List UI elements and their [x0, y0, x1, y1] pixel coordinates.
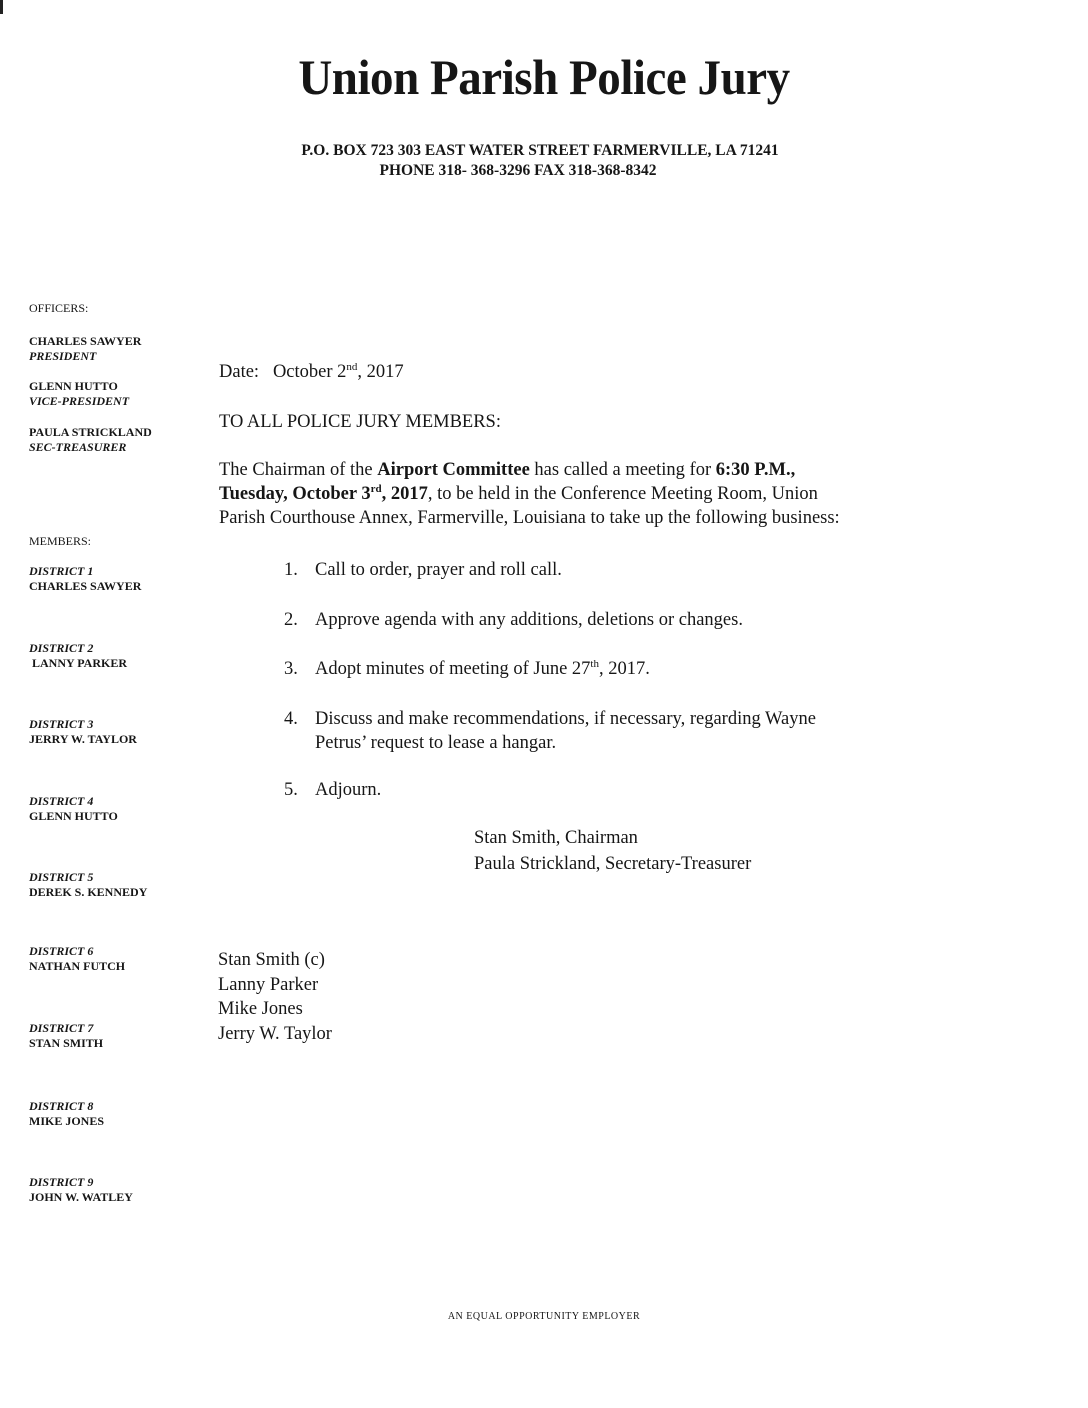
signature-secretary: Paula Strickland, Secretary-Treasurer — [474, 853, 752, 874]
member-name: CHARLES SAWYER — [29, 579, 142, 593]
member-name: MIKE JONES — [29, 1114, 105, 1128]
member-entry — [29, 870, 147, 900]
agenda-number: 5. — [284, 780, 298, 800]
officer-entry — [29, 425, 152, 455]
committee-member: Jerry W. Taylor — [218, 1023, 332, 1044]
committee-member: Lanny Parker — [218, 974, 319, 995]
member-district: DISTRICT 4 — [29, 794, 94, 808]
officer-entry — [29, 334, 141, 364]
officer-role: SEC-TREASURER — [29, 440, 127, 454]
meeting-day-text: Tuesday, October 3 — [219, 484, 371, 505]
member-entry — [29, 944, 125, 974]
meeting-day — [219, 484, 428, 504]
date-value: October 2 — [272, 362, 347, 383]
paragraph-line — [219, 482, 959, 506]
member-entry — [29, 1175, 133, 1205]
letterhead-title: Union Parish Police Jury — [298, 49, 790, 105]
member-district: DISTRICT 9 — [29, 1175, 94, 1189]
member-entry — [29, 641, 127, 671]
member-district: DISTRICT 7 — [29, 1021, 94, 1035]
date-label: Date: — [219, 362, 260, 383]
agenda-text: Discuss and make recommendations, if necessary, regarding Wayne — [315, 709, 816, 729]
agenda-text: Adjourn. — [315, 780, 382, 800]
officer-role: PRESIDENT — [29, 349, 97, 363]
date-ordinal: nd — [346, 361, 358, 373]
agenda-number: 4. — [284, 709, 298, 729]
meeting-paragraph — [219, 458, 959, 530]
scan-edge-mark — [0, 0, 3, 14]
agenda-number: 1. — [284, 560, 298, 580]
agenda-text-continued: Petrus’ request to lease a hangar. — [315, 733, 557, 754]
member-district: DISTRICT 1 — [29, 564, 94, 578]
member-name: GLENN HUTTO — [29, 809, 118, 823]
letterhead-address: P.O. BOX 723 303 EAST WATER STREET FARMERVILLE, LA 71241 — [301, 142, 779, 159]
committee-member-list — [218, 948, 332, 1046]
meeting-year: , 2017 — [381, 484, 428, 505]
member-name: JOHN W. WATLEY — [29, 1190, 133, 1204]
agenda-item — [284, 558, 562, 582]
member-entry — [29, 1099, 104, 1129]
agenda-item — [284, 608, 743, 632]
member-name: JERRY W. TAYLOR — [29, 732, 137, 746]
member-name: STAN SMITH — [29, 1036, 104, 1050]
signature-chairman: Stan Smith, Chairman — [474, 828, 638, 848]
letter-date — [219, 360, 404, 384]
member-name: NATHAN FUTCH — [29, 959, 126, 973]
agenda-number: 2. — [284, 610, 298, 630]
member-district: DISTRICT 8 — [29, 1099, 94, 1113]
agenda-item — [284, 707, 816, 755]
committee-member: Stan Smith (c) — [218, 950, 325, 970]
letterhead-phone-fax: PHONE 318- 368-3296 FAX 318-368-8342 — [379, 162, 657, 179]
agenda-text-tail: , 2017. — [598, 659, 650, 680]
member-name: LANNY PARKER — [32, 656, 127, 670]
member-entry — [29, 1021, 103, 1051]
officer-name: PAULA STRICKLAND — [29, 425, 152, 439]
committee-member: Mike Jones — [218, 999, 303, 1020]
agenda-text: Call to order, prayer and roll call. — [315, 560, 562, 580]
signature-block — [474, 826, 751, 878]
agenda-text: Approve agenda with any additions, deletions or changes. — [315, 610, 743, 630]
paragraph-text: , to be held in the Conference Meeting Room, Union — [427, 484, 818, 505]
officers-heading: OFFICERS: — [29, 301, 89, 315]
committee-name: Airport Committee — [377, 460, 530, 480]
meeting-time: 6:30 P.M., — [715, 460, 796, 480]
agenda-number: 3. — [284, 659, 298, 680]
members-heading: MEMBERS: — [29, 534, 92, 548]
agenda-item — [284, 778, 381, 802]
member-district: DISTRICT 5 — [29, 870, 94, 884]
agenda-ordinal: th — [590, 658, 599, 670]
paragraph-text: has called a meeting for — [529, 460, 716, 480]
member-district: DISTRICT 2 — [29, 641, 94, 655]
member-district: DISTRICT 3 — [29, 717, 94, 731]
agenda-text: Adopt minutes of meeting of June 27 — [315, 659, 591, 680]
paragraph-line — [219, 458, 959, 482]
member-entry — [29, 564, 141, 594]
meeting-day-ordinal: rd — [370, 483, 382, 496]
member-entry — [29, 794, 118, 824]
member-district: DISTRICT 6 — [29, 944, 94, 958]
date-year: , 2017 — [357, 362, 404, 383]
member-name: DEREK S. KENNEDY — [29, 885, 148, 899]
officer-entry — [29, 379, 129, 409]
officer-role: VICE-PRESIDENT — [29, 394, 130, 408]
salutation: TO ALL POLICE JURY MEMBERS: — [219, 412, 501, 432]
paragraph-text: The Chairman of the — [219, 460, 378, 480]
officer-name: CHARLES SAWYER — [29, 334, 142, 348]
member-entry — [29, 717, 137, 747]
paragraph-line: Parish Courthouse Annex, Farmerville, Louisiana to take up the following business: — [219, 508, 840, 529]
footer-equal-opportunity: AN EQUAL OPPORTUNITY EMPLOYER — [447, 1311, 641, 1322]
agenda-item — [284, 657, 650, 681]
officer-name: GLENN HUTTO — [29, 379, 118, 393]
